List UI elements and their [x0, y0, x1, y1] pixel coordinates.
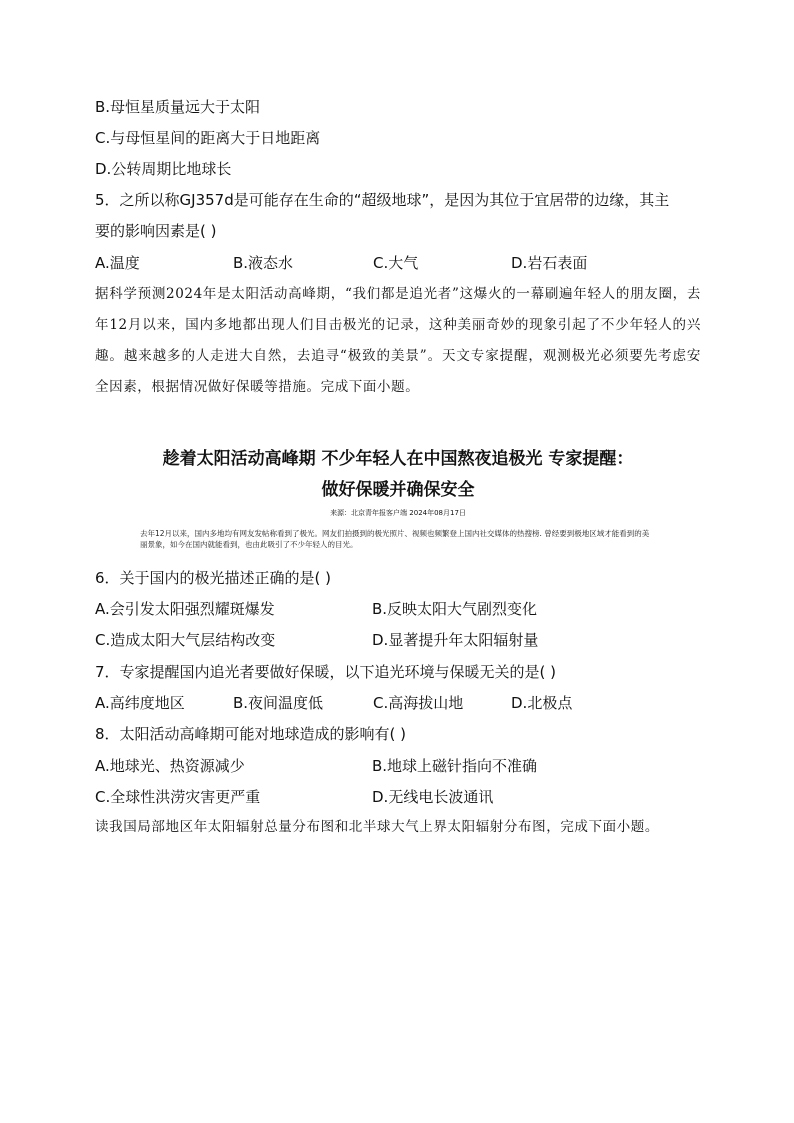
news-headline-line1: 趁着太阳活动高峰期 不少年轻人在中国熬夜追极光 专家提醒：	[162, 449, 634, 469]
option-q7-a: A.高纬度地区	[95, 694, 185, 712]
question-5-stem-line1: 5．之所以称GJ357d是可能存在生命的“超级地球”，是因为其位于宜居带的边缘，其主	[95, 191, 670, 209]
question-5-stem-line2: 要的影响因素是( )	[95, 222, 217, 240]
news-excerpt: 去年12月以来，国内多地均有网友发帖称看到了极光。网友们拍摄到的极光照片、视频也频繁登上国内社交媒体的热搜榜. 曾经要到极地区域才能看到的美丽景象，如今在国内就能看到，也由此吸引了不少年轻人的目光。	[140, 529, 650, 549]
reading-passage-radiation: 读我国局部地区年太阳辐射总量分布图和北半球大气上界太阳辐射分布图，完成下面小题。	[95, 819, 659, 835]
question-8-stem: 8．太阳活动高峰期可能对地球造成的影响有( )	[95, 725, 407, 743]
option-q6-a: A.会引发太阳强烈耀斑爆发	[95, 600, 275, 618]
option-q5-b: B.液态水	[233, 254, 294, 272]
question-7-stem: 7．专家提醒国内追光者要做好保暖，以下追光环境与保暖无关的是( )	[95, 663, 557, 681]
option-q6-b: B.反映太阳大气剧烈变化	[372, 600, 538, 618]
option-q8-a: A.地球光、热资源减少	[95, 757, 245, 775]
option-q5-d: D.岩石表面	[511, 254, 588, 272]
option-q8-d: D.无线电长波通讯	[372, 788, 494, 806]
news-headline-line2: 做好保暖并确保安全	[321, 480, 475, 500]
option-q4-d: D.公转周期比地球长	[95, 160, 232, 178]
option-q8-c: C.全球性洪涝灾害更严重	[95, 788, 261, 806]
question-6-stem: 6．关于国内的极光描述正确的是( )	[95, 569, 332, 587]
option-q8-b: B.地球上磁针指向不准确	[372, 757, 538, 775]
option-q7-d: D.北极点	[511, 694, 573, 712]
option-q7-c: C.高海拔山地	[373, 694, 464, 712]
reading-passage-aurora: 据科学预测2024年是太阳活动高峰期，“我们都是追光者”这爆火的一幕刷遍年轻人的朋友圈，去年12月以来，国内多地都出现人们目击极光的记录，这种美丽奇妙的现象引起了不少年轻人的兴趣。越来越多的人走进大自然，去追寻“极致的美景”。天文专家提醒，观测极光必须要先考虑安全因素，根据情况做好保暖等措施。完成下面小题。	[95, 286, 701, 395]
option-q4-c: C.与母恒星间的距离大于日地距离	[95, 129, 321, 147]
option-q7-b: B.夜间温度低	[233, 694, 324, 712]
option-q6-c: C.造成太阳大气层结构改变	[95, 631, 276, 649]
option-q5-c: C.大气	[373, 254, 419, 272]
news-source: 来源：北京青年报客户端 2024年08月17日	[330, 509, 466, 517]
option-q5-a: A.温度	[95, 254, 140, 272]
option-q4-b: B.母恒星质量远大于太阳	[95, 98, 261, 116]
option-q6-d: D.显著提升年太阳辐射量	[372, 631, 539, 649]
